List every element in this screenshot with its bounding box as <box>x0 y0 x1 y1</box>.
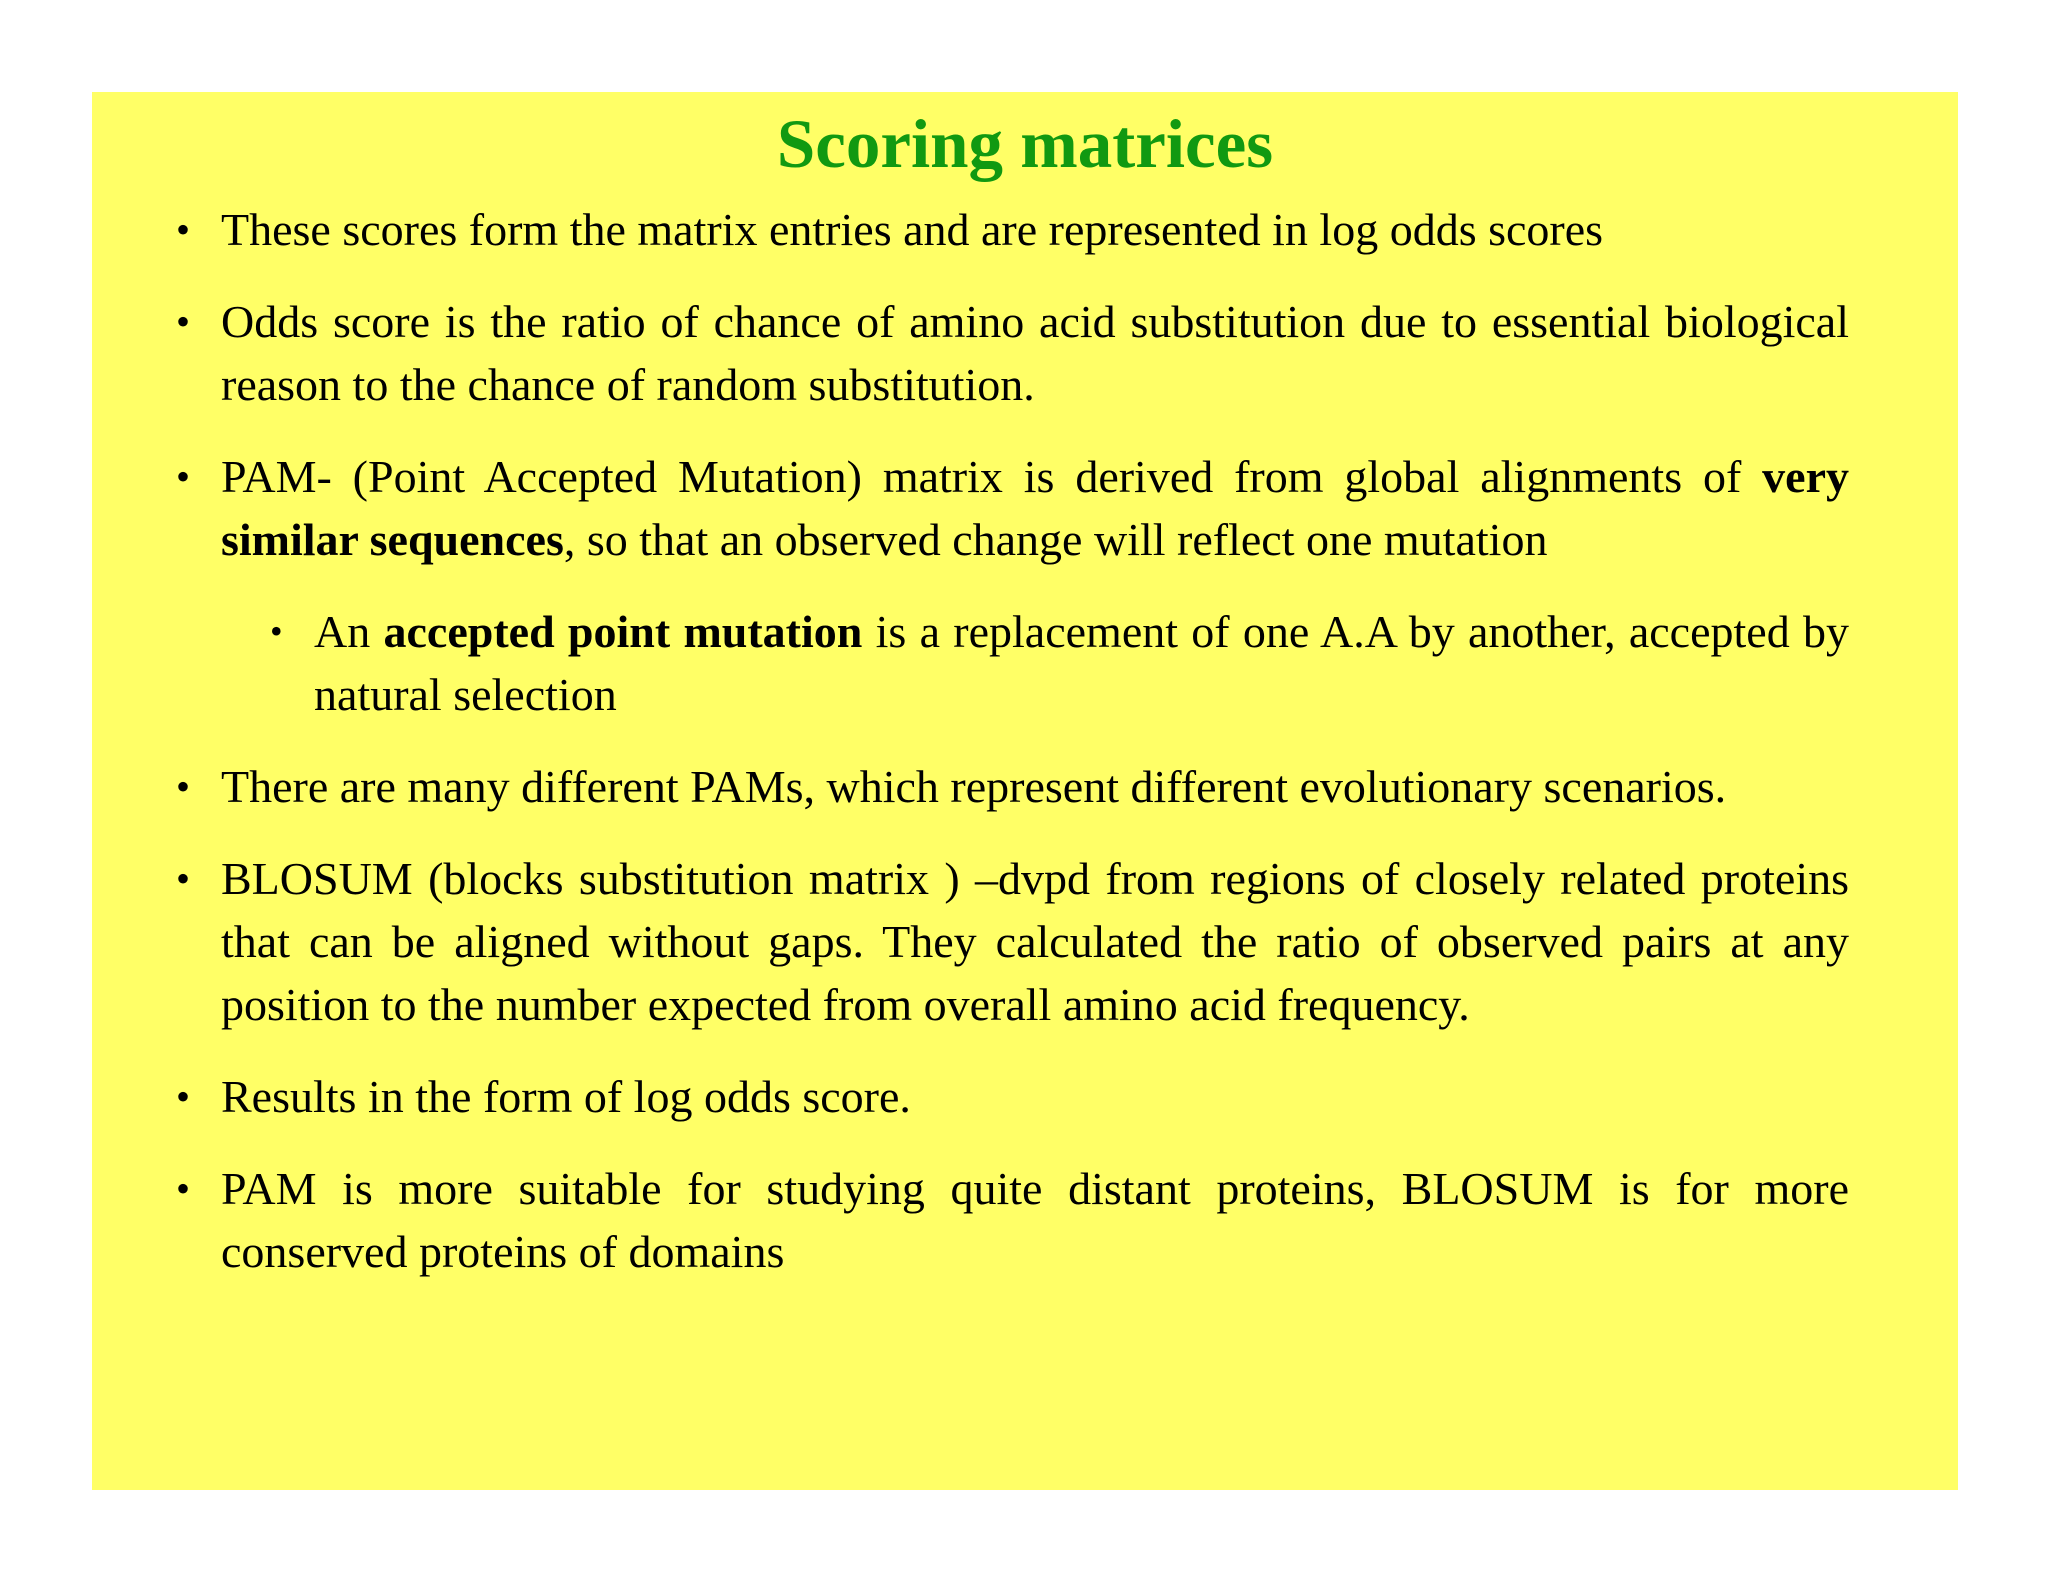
bullet-text-bold: accepted point mutation <box>383 606 863 657</box>
bullet-dot-icon: • <box>176 299 191 344</box>
bullet-dot-icon: • <box>176 454 191 499</box>
bullet-text-post: , so that an observed change will reflect one mutation <box>563 514 1548 565</box>
bullet-item <box>92 1065 1958 1128</box>
bullet-item <box>92 1157 1958 1283</box>
bullet-dot-icon: • <box>176 1074 191 1119</box>
bullet-text: Results in the form of log odds score. <box>221 1071 911 1122</box>
bullet-text: There are many different PAMs, which represent different evolutionary scenarios. <box>221 761 1727 812</box>
bullet-text: BLOSUM (blocks substitution matrix ) –dvpd from regions of closely related proteins that can be aligned without gaps. They calculated the ratio of observed pairs at any position to the number expected from overall amino acid frequency. <box>221 853 1849 1030</box>
bullet-item <box>92 445 1958 571</box>
bullet-dot-icon: • <box>176 207 191 252</box>
bullet-text: These scores form the matrix entries and are represented in log odds scores <box>221 204 1604 255</box>
bullet-item <box>92 290 1958 416</box>
bullet-text-bold: very similar sequences <box>221 451 1849 565</box>
bullet-dot-icon: • <box>270 611 283 651</box>
slide <box>92 92 1958 1490</box>
sub-bullet-item <box>92 600 1958 726</box>
bullet-text-pre: PAM- (Point Accepted Mutation) matrix is derived from global alignments of <box>221 451 1763 502</box>
bullet-dot-icon: • <box>176 856 191 901</box>
bullet-list <box>92 198 1958 1312</box>
bullet-text: Odds score is the ratio of chance of amino acid substitution due to essential biological reason to the chance of random substitution. <box>221 296 1849 410</box>
bullet-dot-icon: • <box>176 1166 191 1211</box>
bullet-dot-icon: • <box>176 764 191 809</box>
bullet-text-post: is a replacement of one A.A by another, accepted by natural selection <box>314 606 1849 720</box>
bullet-text-pre: An <box>314 606 384 657</box>
slide-title: Scoring matrices <box>776 106 1274 182</box>
bullet-item <box>92 755 1958 818</box>
bullet-item <box>92 198 1958 261</box>
bullet-text: PAM is more suitable for studying quite distant proteins, BLOSUM is for more conserved proteins of domains <box>221 1163 1849 1277</box>
bullet-item <box>92 847 1958 1036</box>
